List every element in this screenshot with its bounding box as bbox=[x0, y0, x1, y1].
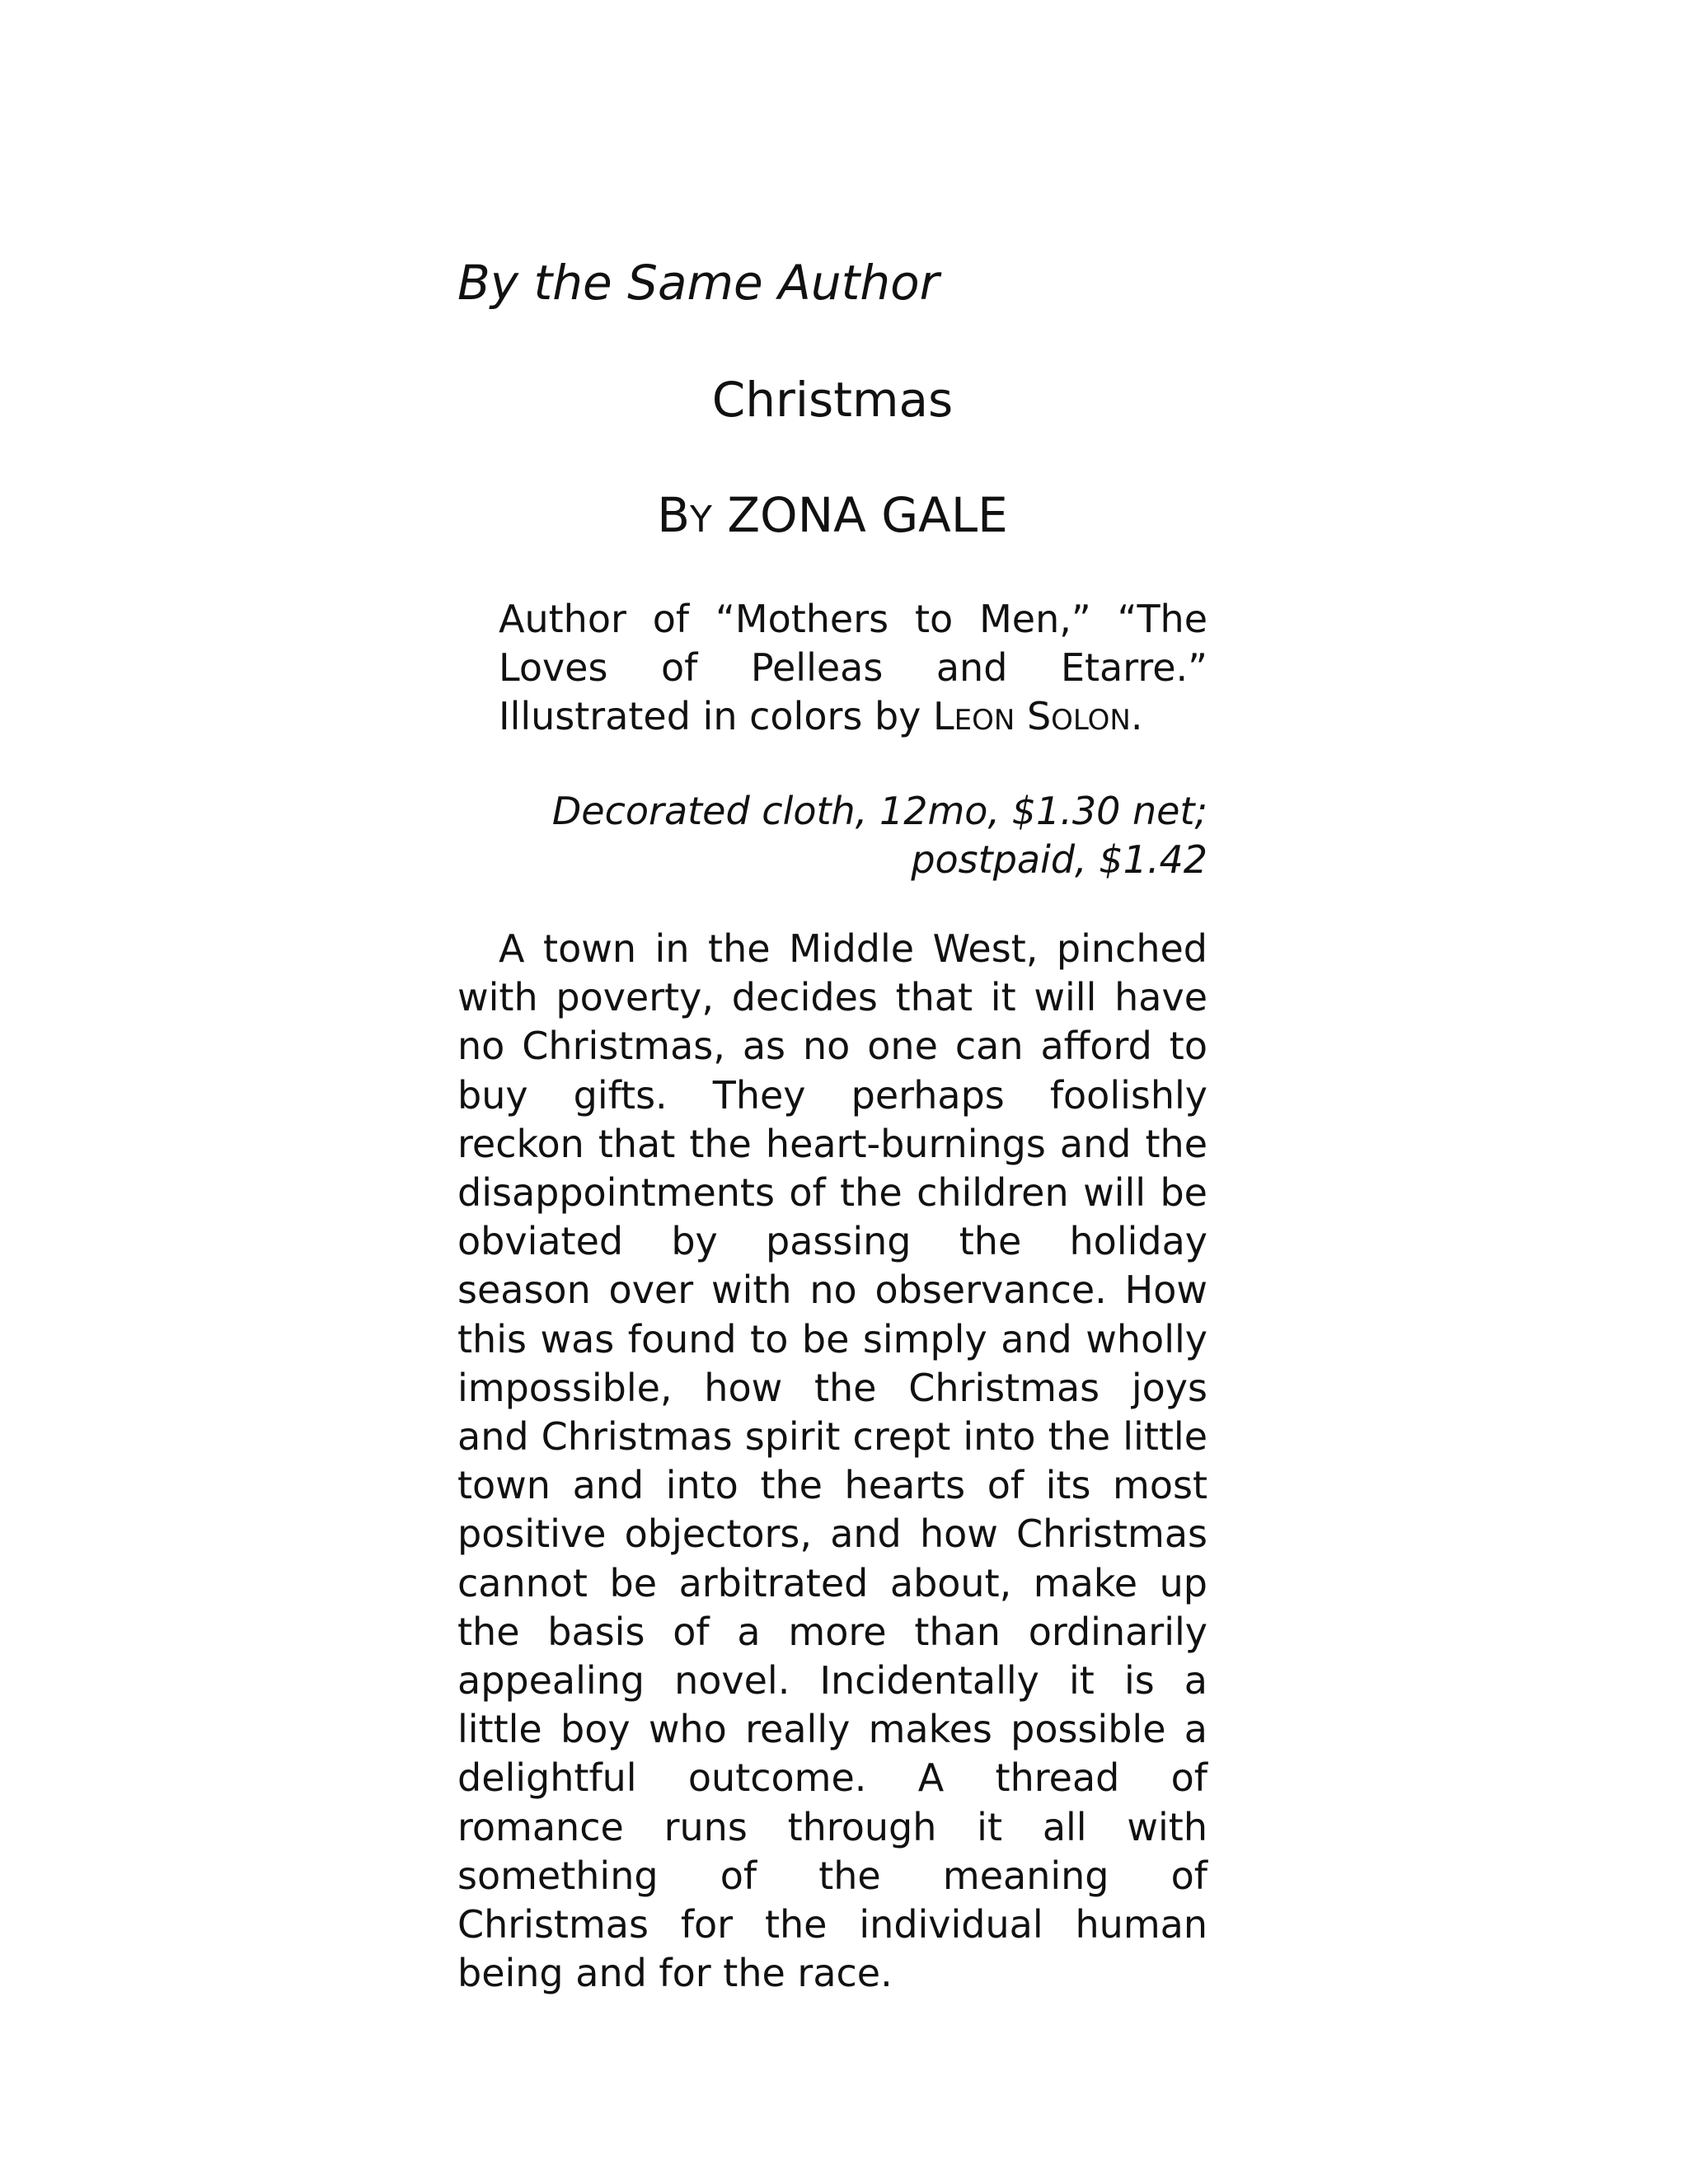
byline-by-initial: B bbox=[657, 487, 690, 543]
illustrator-first-rest: EON bbox=[954, 704, 1015, 737]
description-paragraph: A town in the Middle West, pinched with poverty, decides that it will have no Christmas, as no one can afford to buy gifts. They perhaps foolishly reckon that the heart-burnings and the disappointments of the children will be obviated by passing the holiday season over with no observance. How this was found to be simply and wholly impossible, how the Christmas joys and Christmas spirit crept into the little town and into the hearts of its most positive objectors, and how Christmas cannot be arbitrated about, make up the basis of a more than ordinarily appealing novel. Incidentally it is a little boy who really makes possible a delightful outcome. A thread of romance runs through it all with something of the meaning of Christmas for the individual human being and for the race. bbox=[457, 926, 1207, 1996]
price-line-2: postpaid, $1.42 bbox=[911, 837, 1207, 882]
illustrator-last-initial: S bbox=[1026, 694, 1052, 738]
byline bbox=[457, 486, 1207, 549]
blurb-text: Author of “Mothers to Men,” “The Loves of Pelleas and Etarre.” Illustrated in colors by bbox=[499, 597, 1207, 738]
price-line-1: Decorated cloth, 12mo, $1.30 net; bbox=[551, 789, 1207, 833]
book-title: Christmas bbox=[711, 372, 954, 428]
blurb bbox=[499, 595, 1207, 745]
author-name: ZONA GALE bbox=[727, 487, 1008, 543]
blurb-end: . bbox=[1130, 694, 1143, 738]
illustrator-last-rest: OLON bbox=[1051, 704, 1131, 737]
section-heading: By the Same Author bbox=[457, 255, 940, 311]
illustrator-first-initial: L bbox=[933, 694, 954, 738]
price-info bbox=[499, 787, 1207, 884]
byline-by-rest: Y bbox=[690, 499, 712, 541]
